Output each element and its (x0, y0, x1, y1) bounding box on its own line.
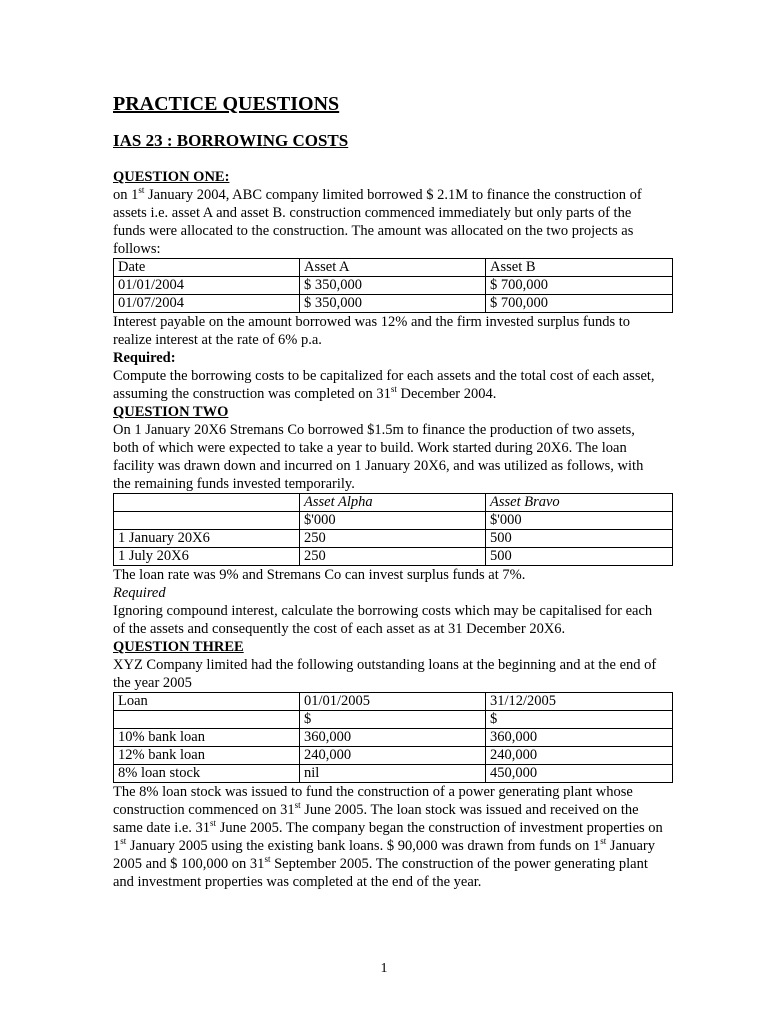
table-units-row (114, 711, 673, 729)
question-two-required-text: Ignoring compound interest, calculate the borrowing costs which may be capitalised for each of the assets and consequently the cost of each asset as at 31 December 20X6. (113, 603, 653, 637)
question-three-intro: XYZ Company limited had the following outstanding loans at the beginning and at the end of the year 2005 (113, 657, 657, 691)
table-header-row (114, 259, 673, 277)
table-cell: 01/07/2004 (114, 295, 300, 313)
table-cell: 8% loan stock (114, 765, 300, 783)
table-cell: Asset Alpha (300, 494, 486, 512)
question-one-required-label: Required: (113, 350, 176, 366)
table-cell: $ 700,000 (486, 295, 673, 313)
table-cell: 250 (300, 530, 486, 548)
table-header-row (114, 494, 673, 512)
table-row (114, 729, 673, 747)
table-cell: $ (486, 711, 673, 729)
question-one-intro: on 1st January 2004, ABC company limited borrowed $ 2.1M to finance the construction of assets i.e. asset A and asset B. construction commenced immediately but only parts of the funds were allocated to the construction. The amount was allocated on the two projects as follows: (113, 185, 642, 257)
question-one-table (113, 258, 673, 313)
question-three-body: The 8% loan stock was issued to fund the construction of a power generating plant whose construction commenced on 31st June 2005. The loan stock was issued and received on the same date i.e. 31st June 2005. The company began the construction of investment properties on 1st January 2005 using the existing bank loans. $ 90,000 was drawn from funds on 1st January 2005 and $ 100,000 on 31st September 2005. The construction of the power generating plant and investment properties was completed at the end of the year. (113, 784, 663, 890)
table-row (114, 548, 673, 566)
table-cell: $ 350,000 (300, 277, 486, 295)
table-cell: 450,000 (486, 765, 673, 783)
question-two-table (113, 493, 673, 566)
table-cell: $ (300, 711, 486, 729)
table-row (114, 765, 673, 783)
table-cell: 240,000 (486, 747, 673, 765)
table-cell: $ 700,000 (486, 277, 673, 295)
question-two-heading: QUESTION TWO (113, 404, 229, 420)
question-two (113, 403, 663, 638)
table-header-row (114, 693, 673, 711)
table-row (114, 295, 673, 313)
table-cell: 500 (486, 530, 673, 548)
table-units-row (114, 512, 673, 530)
table-cell: 1 July 20X6 (114, 548, 300, 566)
question-one-after: Interest payable on the amount borrowed was 12% and the firm invested surplus funds to realize interest at the rate of 6% p.a. (113, 314, 631, 348)
table-cell: Asset A (300, 259, 486, 277)
question-three (113, 638, 663, 891)
page-title: PRACTICE QUESTIONS (113, 93, 340, 115)
table-cell: Loan (114, 693, 300, 711)
section-subtitle: IAS 23 : BORROWING COSTS (113, 131, 349, 150)
table-cell: 360,000 (300, 729, 486, 747)
table-cell: nil (300, 765, 486, 783)
table-cell (114, 512, 300, 530)
table-cell: Asset Bravo (486, 494, 673, 512)
table-cell: Date (114, 259, 300, 277)
table-cell: 01/01/2004 (114, 277, 300, 295)
table-cell: 10% bank loan (114, 729, 300, 747)
table-cell: 500 (486, 548, 673, 566)
question-one-required-text: Compute the borrowing costs to be capitalized for each assets and the total cost of each asset, assuming the construction was completed on 31st December 2004. (113, 368, 655, 402)
table-cell: 1 January 20X6 (114, 530, 300, 548)
table-cell: 12% bank loan (114, 747, 300, 765)
question-two-after: The loan rate was 9% and Stremans Co can invest surplus funds at 7%. (113, 567, 526, 583)
table-cell: 240,000 (300, 747, 486, 765)
question-one (113, 168, 663, 403)
question-two-intro: On 1 January 20X6 Stremans Co borrowed $1.5m to finance the production of two assets, both of which were expected to take a year to build. Work started during 20X6. The loan facility was drawn down and incurred on 1 January 20X6, and was utilized as follows, with the remaining funds invested temporarily. (113, 422, 644, 492)
table-row (114, 277, 673, 295)
table-cell: $'000 (486, 512, 673, 530)
question-two-required-label: Required (113, 585, 166, 601)
table-cell: 360,000 (486, 729, 673, 747)
question-three-table (113, 692, 673, 783)
question-three-heading: QUESTION THREE (113, 639, 244, 655)
table-cell: $ 350,000 (300, 295, 486, 313)
table-cell: 01/01/2005 (300, 693, 486, 711)
table-cell (114, 494, 300, 512)
table-row (114, 747, 673, 765)
table-cell: 31/12/2005 (486, 693, 673, 711)
table-cell: Asset B (486, 259, 673, 277)
table-row (114, 530, 673, 548)
document-page (113, 90, 663, 891)
question-one-heading: QUESTION ONE: (113, 169, 230, 185)
table-cell (114, 711, 300, 729)
table-cell: $'000 (300, 512, 486, 530)
page-number: 1 (380, 961, 388, 976)
table-cell: 250 (300, 548, 486, 566)
